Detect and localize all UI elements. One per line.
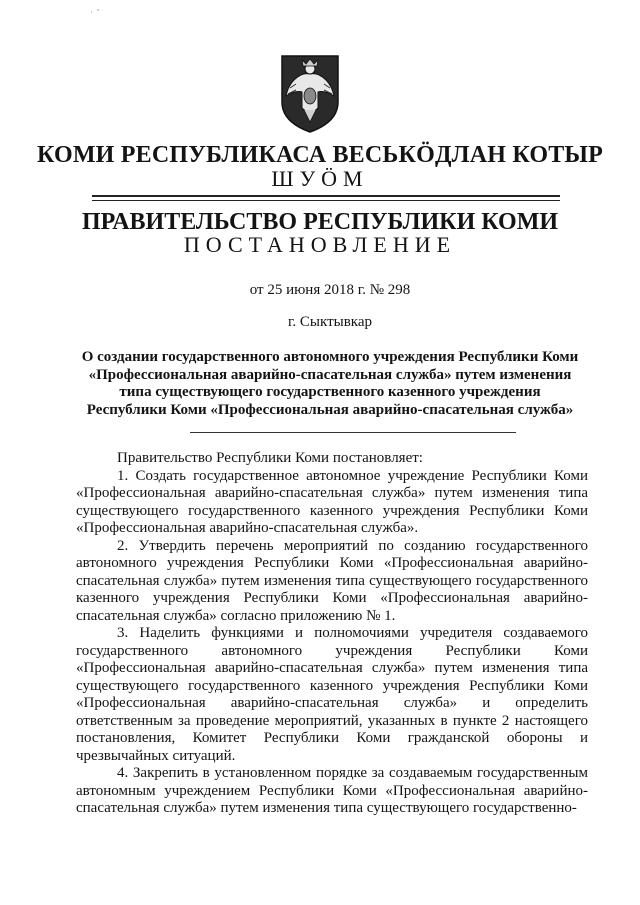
scan-marks: · ˇ — [90, 8, 100, 17]
komi-language-shuom: ШУӦМ — [271, 166, 369, 191]
body-intro: Правительство Республики Коми постановляет: — [117, 450, 423, 466]
body-paragraph-1: 1. Создать государственное автономное учреждение Республики Коми «Профессиональная аварийно-спасательная служба» путем изменения типа существующего государственного казенного учреждения Республики Коми «Профессиональная аварийно-спасательная служба». — [76, 467, 588, 536]
government-title: ПРАВИТЕЛЬСТВО РЕСПУБЛИКИ КОМИ — [81, 209, 559, 235]
komi-coat-of-arms-icon — [272, 50, 348, 134]
resolution-title: О создании государственного автономного учреждения Республики Коми «Профессиональная аварийно-спасательная служба» путем изменения типа существующего государственного казенного учреждения Республики Коми «Профессиональная аварийно-спасательная служба» — [81, 349, 579, 418]
title-underline — [190, 432, 516, 433]
header-divider-thick — [92, 195, 560, 197]
document-city: г. Сыктывкар — [287, 314, 373, 330]
document-date-number: от 25 июня 2018 г. № 298 — [249, 282, 411, 298]
komi-language-title: КОМИ РЕСПУБЛИКАСА ВЕСЬКӦДЛАН КОТЫР — [36, 142, 604, 168]
header-divider-thin — [92, 200, 560, 201]
body-paragraph-2: 2. Утвердить перечень мероприятий по созданию государственного автономного учреждения Республики Коми «Профессиональная аварийно-спасательная служба» путем изменения типа существующего государственного казенного учреждения Республики Коми «Профессиональная аварийно-спасательная служба» согласно приложению № 1. — [76, 537, 588, 624]
body-paragraph-3: 3. Наделить функциями и полномочиями учредителя создаваемого государственного автономного учреждения Республики Коми «Профессиональная аварийно-спасательная служба» путем изменения типа существующего государственного казенного учреждения Республики Коми «Профессиональная аварийно-спасательная служба» и определить ответственным за проведение мероприятий, указанных в пункте 2 настоящего постановления, Комитет Республики Коми гражданской обороны и чрезвычайных ситуаций. — [76, 625, 588, 764]
document-type: ПОСТАНОВЛЕНИЕ — [183, 232, 457, 257]
body-paragraph-4: 4. Закрепить в установленном порядке за создаваемым государственным автономным учреждением Республики Коми «Профессиональная аварийно-спасательная служба» путем изменения типа существующего государственно- — [76, 765, 588, 816]
resolution-body — [76, 450, 588, 818]
